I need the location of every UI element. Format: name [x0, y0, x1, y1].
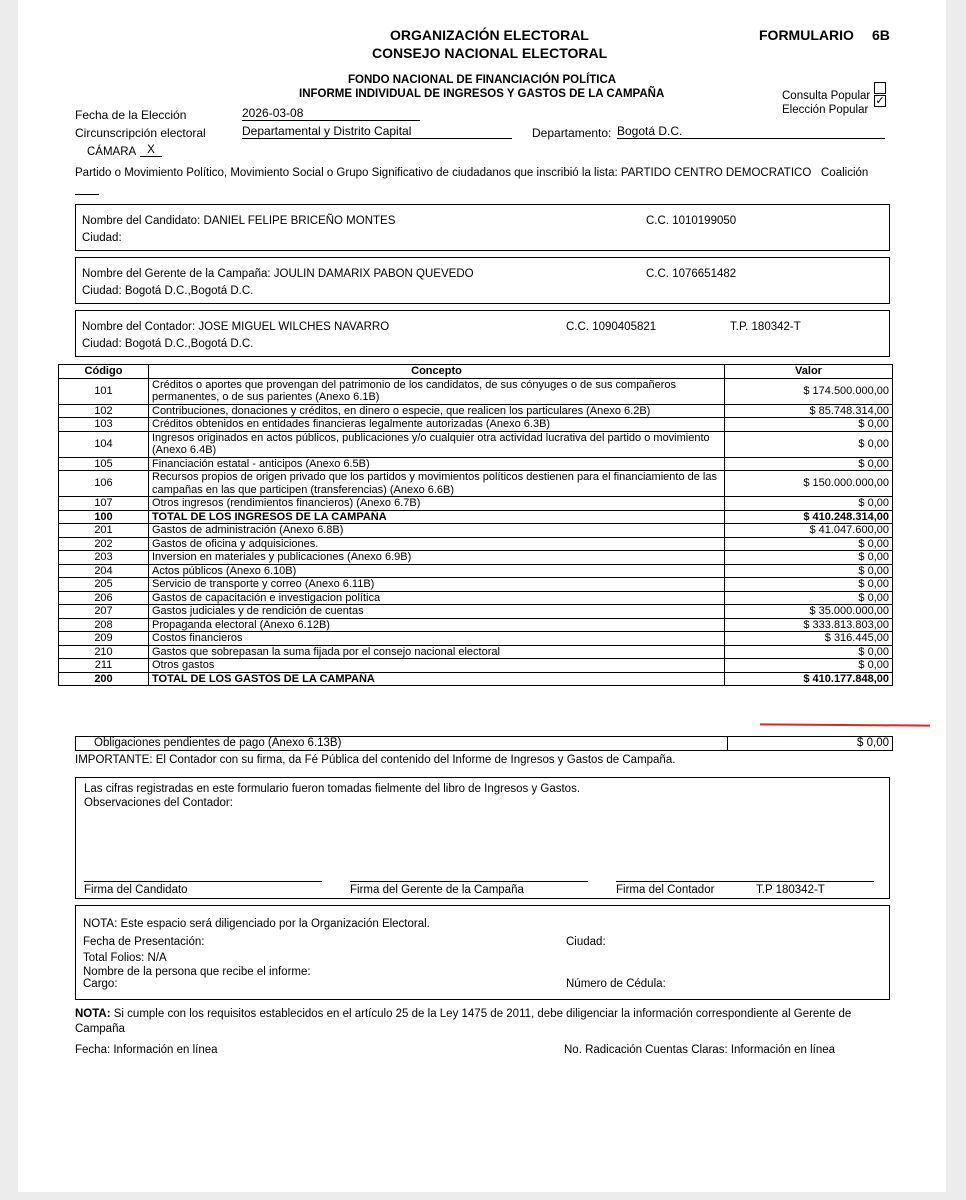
row-code: 101 [59, 378, 149, 404]
fecha-presentacion: Fecha de Presentación: [83, 936, 205, 948]
row-concept: Créditos o aportes que provengan del patrimonio de los candidatos, de sus cónyuges o de sus compañeros permanentes, o de sus parientes (Anexo 6.1B) [149, 378, 725, 404]
table-row [59, 564, 893, 578]
table-row [59, 605, 893, 619]
row-code: 100 [59, 510, 149, 524]
sig-line-accountant [616, 881, 874, 882]
nombre-recibe: Nombre de la persona que recibe el informe: [83, 966, 311, 978]
row-code: 209 [59, 632, 149, 646]
sig-line-manager [350, 881, 588, 882]
row-code: 206 [59, 591, 149, 605]
row-code: 202 [59, 537, 149, 551]
table-row [59, 457, 893, 471]
sig-line-candidate [84, 881, 322, 882]
table-row [59, 378, 893, 404]
row-value: $ 150.000.000,00 [725, 471, 893, 497]
party-line: Partido o Movimiento Político, Movimiento Social o Grupo Significativo de ciudadanos que inscribió la lista: PARTIDO CENTRO DEMOCRATICO [75, 167, 812, 179]
row-code: 107 [59, 497, 149, 511]
official-ciudad: Ciudad: [566, 936, 606, 948]
row-code: 205 [59, 578, 149, 592]
row-value: $ 410.248.314,00 [725, 510, 893, 524]
row-concept: Financiación estatal - anticipos (Anexo 6.5B) [149, 457, 725, 471]
coalicion-blank [75, 194, 99, 195]
row-code: 203 [59, 551, 149, 565]
camara-mark: X [140, 144, 162, 157]
row-code: 211 [59, 659, 149, 673]
consejo-title: CONSEJO NACIONAL ELECTORAL [372, 45, 608, 61]
total-folios: Total Folios: N/A [83, 952, 167, 964]
form-label: FORMULARIO [759, 27, 854, 43]
row-code: 207 [59, 605, 149, 619]
fund-title: FONDO NACIONAL DE FINANCIACIÓN POLÍTICA [348, 74, 617, 86]
table-row [59, 632, 893, 646]
table-row [59, 551, 893, 565]
row-concept: Gastos de capacitación e investigacion política [149, 591, 725, 605]
row-value: $ 0,00 [725, 457, 893, 471]
row-code: 106 [59, 471, 149, 497]
table-row [59, 537, 893, 551]
numero-cedula: Número de Cédula: [566, 978, 666, 990]
row-code: 102 [59, 404, 149, 418]
manager-city: Ciudad: Bogotá D.C.,Bogotá D.C. [82, 285, 254, 297]
org-title: ORGANIZACIÓN ELECTORAL [390, 27, 589, 43]
candidate-city: Ciudad: [82, 232, 122, 244]
row-value: $ 0,00 [725, 551, 893, 565]
footer-fecha: Fecha: Información en línea [75, 1044, 218, 1056]
table-row [59, 618, 893, 632]
obligations-divider [727, 736, 728, 751]
row-concept: Inversion en materiales y publicaciones (Anexo 6.9B) [149, 551, 725, 565]
circ-label: Circunscripción electoral [75, 126, 206, 140]
form-number: 6B [872, 27, 890, 43]
row-concept: Otros gastos [149, 659, 725, 673]
candidate-box [75, 204, 890, 251]
footer-nota-label: NOTA: [75, 1008, 111, 1020]
table-row [59, 591, 893, 605]
row-code: 103 [59, 418, 149, 432]
table-row [59, 578, 893, 592]
row-concept: TOTAL DE LOS INGRESOS DE LA CAMPAÑA [149, 510, 725, 524]
row-value: $ 85.748.314,00 [725, 404, 893, 418]
obligations-label: Obligaciones pendientes de pago (Anexo 6.13B) [94, 737, 342, 749]
table-row [59, 471, 893, 497]
row-concept: Costos financieros [149, 632, 725, 646]
footer-radicacion: No. Radicación Cuentas Claras: Información en línea [564, 1044, 836, 1056]
row-value: $ 41.047.600,00 [725, 524, 893, 538]
circ-value: Departamental y Distrito Capital [242, 124, 512, 139]
row-value: $ 0,00 [725, 418, 893, 432]
row-concept: Gastos de administración (Anexo 6.8B) [149, 524, 725, 538]
row-value: $ 316.445,00 [725, 632, 893, 646]
accountant-cc: C.C. 1090405821 [566, 321, 657, 333]
official-nota: NOTA: Este espacio será diligenciado por la Organización Electoral. [83, 918, 430, 930]
row-value: $ 0,00 [725, 537, 893, 551]
row-value: $ 0,00 [725, 564, 893, 578]
report-title: INFORME INDIVIDUAL DE INGRESOS Y GASTOS DE LA CAMPAÑA [299, 88, 665, 100]
accountant-city: Ciudad: Bogotá D.C.,Bogotá D.C. [82, 338, 254, 350]
row-value: $ 410.177.848,00 [725, 672, 893, 686]
importante-text: IMPORTANTE: El Contador con su firma, da Fé Pública del contenido del Informe de Ingresos y Gastos de Campaña. [75, 754, 676, 766]
table-row [59, 418, 893, 432]
table-total-row [59, 510, 893, 524]
manager-cc: C.C. 1076651482 [646, 268, 737, 280]
coalicion-label: Coalición [821, 167, 869, 179]
check-mark-icon: ✓ [875, 95, 885, 107]
consulta-popular-checkbox [874, 82, 886, 94]
row-concept: Recursos propios de origen privado que los partidos y movimientos políticos destienen para el financiamiento de las campañas en las que participen (transferencias) (Anexo 6.6B) [149, 471, 725, 497]
footer-nota [75, 1007, 890, 1037]
row-code: 201 [59, 524, 149, 538]
dept-value: Bogotá D.C. [617, 124, 885, 139]
election-date: 2026-03-08 [242, 106, 420, 121]
table-row [59, 404, 893, 418]
dept-label: Departamento: [532, 126, 612, 140]
row-concept: Créditos obtenidos en entidades financieras legalmente autorizadas (Anexo 6.3B) [149, 418, 725, 432]
row-concept: Actos públicos (Anexo 6.10B) [149, 564, 725, 578]
candidate-name: Nombre del Candidato: DANIEL FELIPE BRICEÑO MONTES [82, 215, 396, 227]
official-cargo: Cargo: [83, 978, 118, 990]
row-value: $ 0,00 [725, 497, 893, 511]
sig-tp: T.P 180342-T [756, 884, 825, 896]
row-code: 200 [59, 672, 149, 686]
row-value: $ 0,00 [725, 645, 893, 659]
row-code: 208 [59, 618, 149, 632]
sig-manager: Firma del Gerente de la Campaña [350, 884, 524, 896]
row-value: $ 0,00 [725, 591, 893, 605]
obligations-value: $ 0,00 [857, 737, 889, 749]
table-row [59, 431, 893, 457]
row-code: 204 [59, 564, 149, 578]
row-concept: TOTAL DE LOS GASTOS DE LA CAMPAÑA [149, 672, 725, 686]
sig-accountant: Firma del Contador [616, 884, 715, 896]
observations-line2: Observaciones del Contador: [84, 797, 233, 809]
consulta-popular-label: Consulta Popular [782, 90, 871, 102]
income-expense-table [58, 364, 893, 686]
row-concept: Ingresos originados en actos públicos, publicaciones y/o cualquier otra actividad lucrativa del partido o movimiento (Anexo 6.4B) [149, 431, 725, 457]
row-value: $ 0,00 [725, 578, 893, 592]
candidate-cc: C.C. 1010199050 [646, 215, 737, 227]
eleccion-popular-checkbox [874, 95, 886, 107]
row-value: $ 0,00 [725, 431, 893, 457]
table-row [59, 497, 893, 511]
header-valor: Valor [725, 365, 893, 379]
sig-candidate: Firma del Candidato [84, 884, 188, 896]
row-value: $ 174.500.000,00 [725, 378, 893, 404]
row-concept: Propaganda electoral (Anexo 6.12B) [149, 618, 725, 632]
table-header-row [59, 365, 893, 379]
row-concept: Gastos que sobrepasan la suma fijada por el consejo nacional electoral [149, 645, 725, 659]
accountant-name: Nombre del Contador: JOSE MIGUEL WILCHES NAVARRO [82, 321, 390, 333]
row-value: $ 35.000.000,00 [725, 605, 893, 619]
table-row [59, 645, 893, 659]
row-code: 210 [59, 645, 149, 659]
eleccion-popular-label: Elección Popular [782, 104, 869, 116]
election-date-label: Fecha de la Elección [75, 108, 187, 122]
row-value: $ 0,00 [725, 659, 893, 673]
header-codigo: Código [59, 365, 149, 379]
header-concepto: Concepto [149, 365, 725, 379]
camara-label: CÁMARA [87, 146, 137, 158]
table-row [59, 659, 893, 673]
row-concept: Contribuciones, donaciones y créditos, en dinero o especie, que realicen los particulares (Anexo 6.2B) [149, 404, 725, 418]
table-total-row [59, 672, 893, 686]
footer-nota-text: Si cumple con los requisitos establecidos en el artículo 25 de la Ley 1475 de 2011, debe diligenciar la información correspondiente al Gerente de Campaña [75, 1008, 852, 1035]
row-concept: Servicio de transporte y correo (Anexo 6.11B) [149, 578, 725, 592]
row-value: $ 333.813.803,00 [725, 618, 893, 632]
row-code: 105 [59, 457, 149, 471]
row-concept: Gastos judiciales y de rendición de cuentas [149, 605, 725, 619]
accountant-tp: T.P. 180342-T [730, 321, 801, 333]
row-code: 104 [59, 431, 149, 457]
row-concept: Otros ingresos (rendimientos financieros) (Anexo 6.7B) [149, 497, 725, 511]
row-concept: Gastos de oficina y adquisiciones. [149, 537, 725, 551]
observations-line1: Las cifras registradas en este formulario fueron tomadas fielmente del libro de Ingresos y Gastos. [84, 783, 581, 795]
manager-name: Nombre del Gerente de la Campaña: JOULIN DAMARIX PABON QUEVEDO [82, 268, 474, 280]
table-row [59, 524, 893, 538]
